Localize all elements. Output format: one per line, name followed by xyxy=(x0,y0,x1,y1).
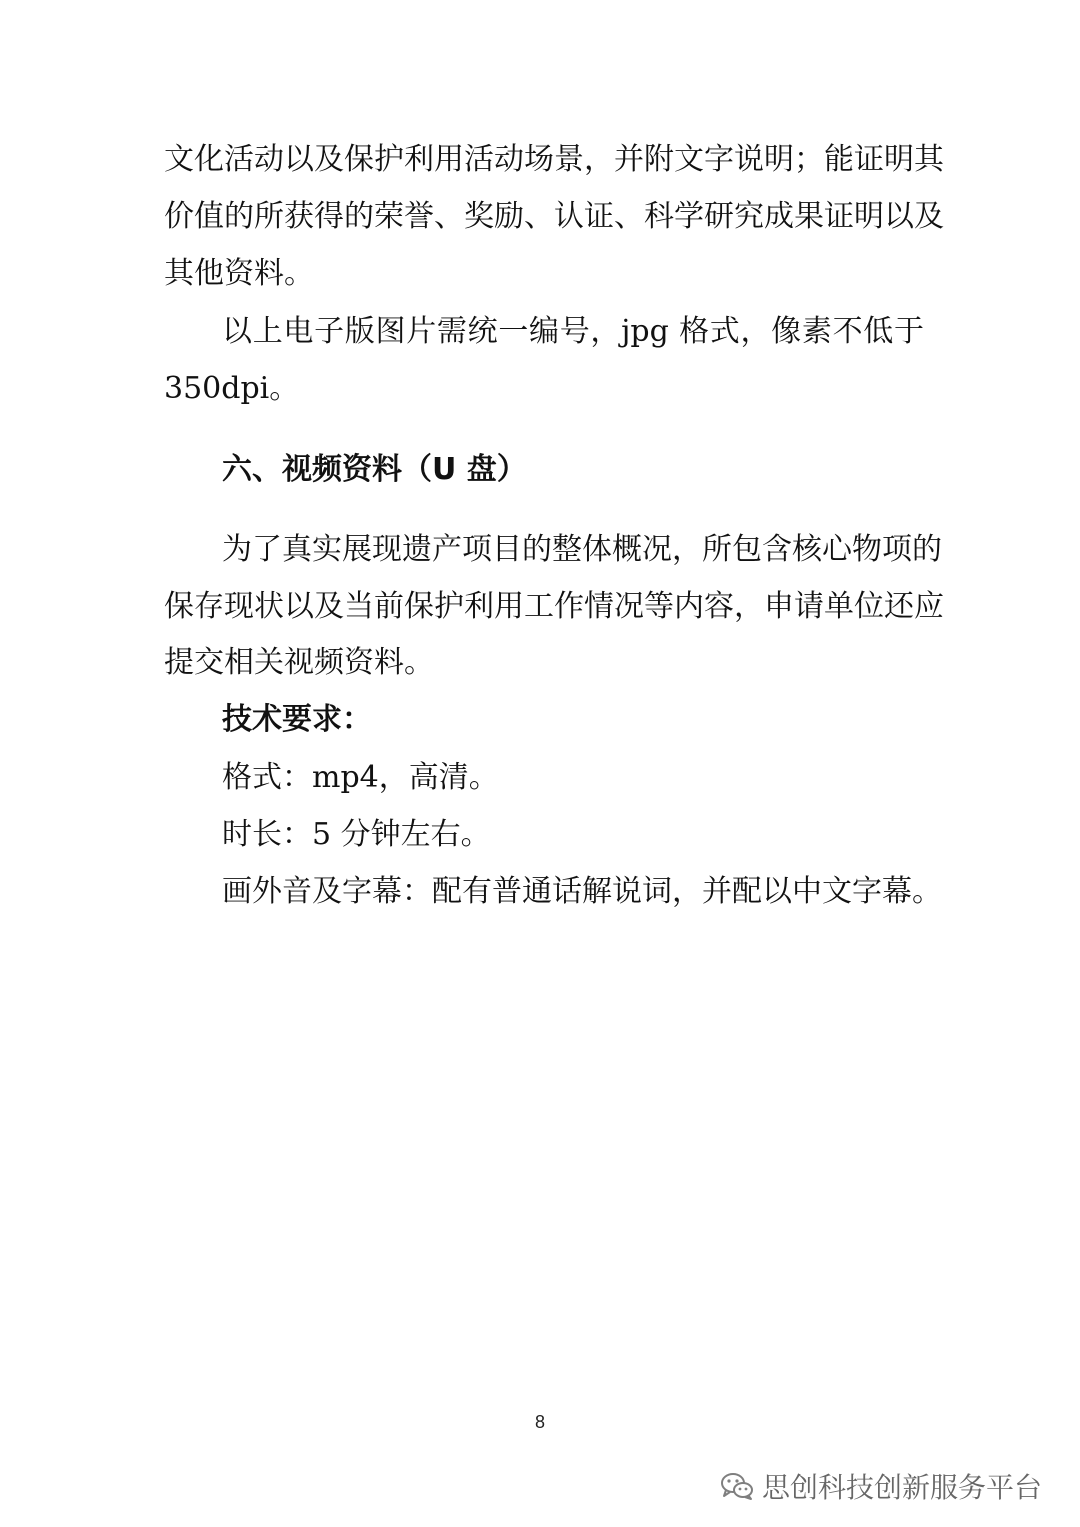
watermark-text: 思创科技创新服务平台 xyxy=(761,1471,1042,1504)
wechat-icon xyxy=(720,1471,754,1501)
tech-requirements-heading: 技术要求： xyxy=(222,702,372,737)
paragraph-line: 以上电子版图片需统一编号，jpg 格式，像素不低于 xyxy=(222,314,924,349)
paragraph-line: 价值的所获得的荣誉、奖励、认证、科学研究成果证明以及 xyxy=(164,199,944,234)
requirement-duration: 时长：5 分钟左右。 xyxy=(222,817,491,852)
paragraph-line: 保存现状以及当前保护利用工作情况等内容，申请单位还应 xyxy=(164,589,944,624)
section-heading: 六、视频资料（U 盘） xyxy=(222,452,527,487)
paragraph-line: 为了真实展现遗产项目的整体概况，所包含核心物项的 xyxy=(222,532,942,567)
page-number: 8 xyxy=(534,1412,545,1432)
paragraph-line: 350dpi。 xyxy=(164,371,300,406)
requirement-voiceover-subtitles: 画外音及字幕：配有普通话解说词，并配以中文字幕。 xyxy=(222,874,942,909)
requirement-format: 格式：mp4，高清。 xyxy=(222,760,499,795)
watermark xyxy=(720,1466,1042,1506)
paragraph-line: 文化活动以及保护利用活动场景，并附文字说明；能证明其 xyxy=(164,142,944,177)
paragraph-line: 其他资料。 xyxy=(164,256,314,291)
paragraph-line: 提交相关视频资料。 xyxy=(164,645,434,680)
